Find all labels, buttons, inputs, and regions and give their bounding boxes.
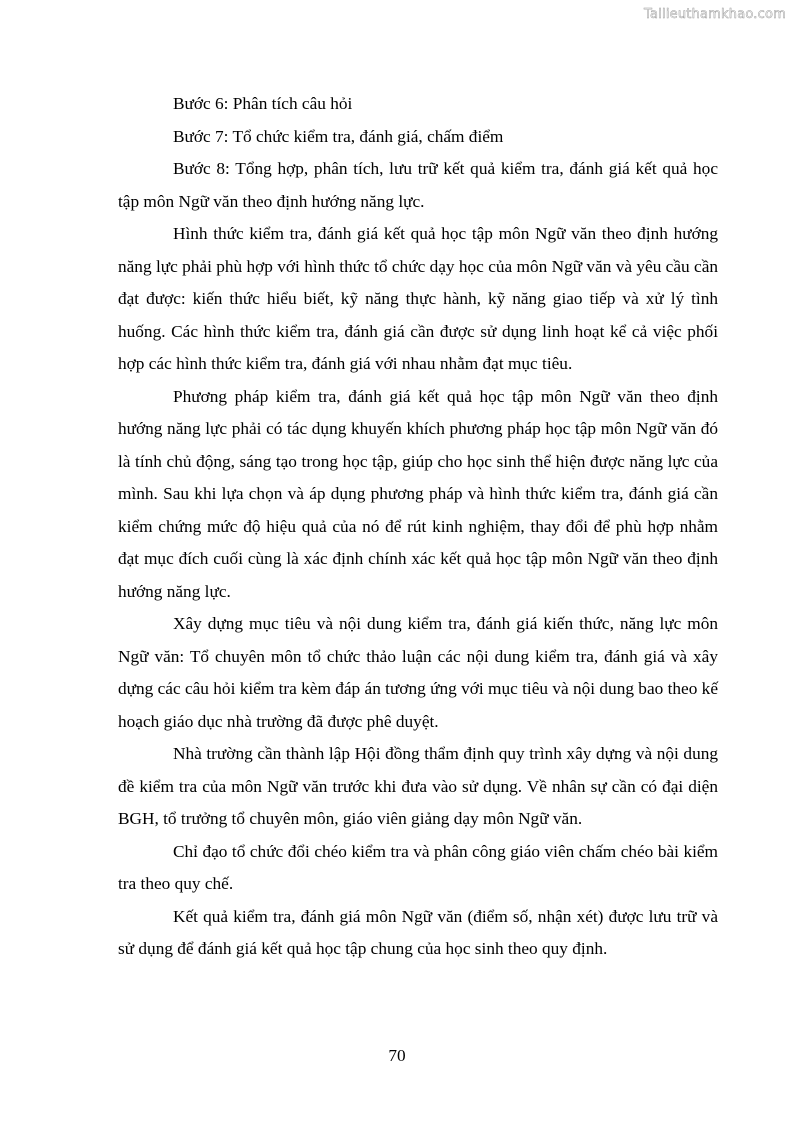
paragraph-assessment-forms: Hình thức kiểm tra, đánh giá kết quả học tập môn Ngữ văn theo định hướng năng lực phải phù hợp với hình thức tổ chức dạy học của môn Ngữ văn và yêu cầu cần đạt được: kiến thức hiểu biết, kỹ năng thực hành, kỹ năng giao tiếp và xử lý tình huống. Các hình thức kiểm tra, đánh giá cần được sử dụng linh hoạt kể cả việc phối hợp các hình thức kiểm tra, đánh giá với nhau nhằm đạt mục tiêu. [118, 224, 718, 373]
paragraph-step-7: Bước 7: Tổ chức kiểm tra, đánh giá, chấm điểm [173, 126, 504, 146]
paragraph-assessment-methods: Phương pháp kiểm tra, đánh giá kết quả học tập môn Ngữ văn theo định hướng năng lực phải có tác dụng khuyến khích phương pháp học tập môn Ngữ văn đó là tính chủ động, sáng tạo trong học tập, giúp cho học sinh thể hiện được năng lực của mình. Sau khi lựa chọn và áp dụng phương pháp và hình thức kiểm tra, đánh giá cần kiểm chứng mức độ hiệu quả của nó để rút kinh nghiệm, thay đổi để phù hợp nhằm đạt mục đích cuối cùng là xác định chính xác kết quả học tập môn Ngữ văn theo định hướng năng lực. [118, 386, 718, 601]
page-body [118, 88, 718, 966]
paragraph-cross-grading: Chỉ đạo tổ chức đổi chéo kiểm tra và phân công giáo viên chấm chéo bài kiểm tra theo quy chế. [118, 841, 718, 893]
page-number: 70 [388, 1046, 406, 1065]
watermark: Tailieuthamkhao.com [644, 7, 786, 22]
paragraph-results-storage: Kết quả kiểm tra, đánh giá môn Ngữ văn (điểm số, nhận xét) được lưu trữ và sử dụng để đánh giá kết quả học tập chung của học sinh theo quy định. [118, 906, 718, 958]
paragraph-objectives-content: Xây dựng mục tiêu và nội dung kiểm tra, đánh giá kiến thức, năng lực môn Ngữ văn: Tổ chuyên môn tổ chức thảo luận các nội dung kiểm tra, đánh giá và xây dựng các câu hỏi kiểm tra kèm đáp án tương ứng với mục tiêu và nội dung bao theo kế hoạch giáo dục nhà trường đã được phê duyệt. [118, 614, 718, 731]
paragraph-review-council: Nhà trường cần thành lập Hội đồng thẩm định quy trình xây dựng và nội dung đề kiểm tra của môn Ngữ văn trước khi đưa vào sử dụng. Về nhân sự cần có đại diện BGH, tổ trưởng tổ chuyên môn, giáo viên giảng dạy môn Ngữ văn. [118, 744, 718, 828]
paragraph-step-6: Bước 6: Phân tích câu hỏi [173, 94, 353, 113]
paragraph-step-8: Bước 8: Tổng hợp, phân tích, lưu trữ kết quả kiểm tra, đánh giá kết quả học tập môn Ngữ văn theo định hướng năng lực. [118, 159, 718, 211]
